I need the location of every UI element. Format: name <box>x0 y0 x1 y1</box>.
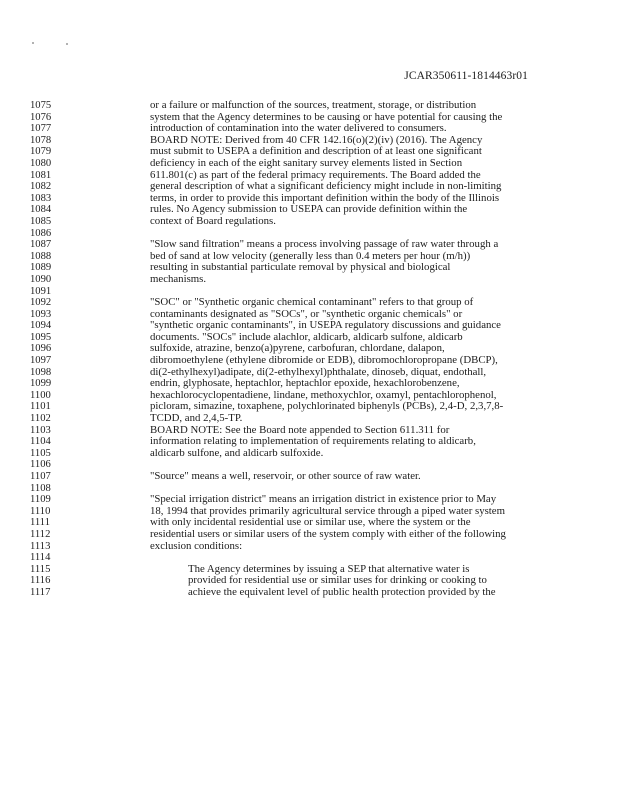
line-number: 1092 <box>30 297 52 309</box>
line-number: 1079 <box>30 146 52 158</box>
line-text: achieve the equivalent level of public health protection provided by the <box>188 585 496 598</box>
document-line <box>0 181 618 193</box>
line-text: exclusion conditions: <box>150 539 243 552</box>
line-text: general description of what a significant deficiency might include in non-limiting <box>150 180 502 193</box>
line-text: BOARD NOTE: See the Board note appended to Section 611.311 for <box>150 423 450 436</box>
line-number: 1113 <box>30 540 51 552</box>
document-line <box>0 448 618 460</box>
line-text: system that the Agency determines to be causing or have potential for causing the <box>150 110 503 123</box>
line-number: 1106 <box>30 459 51 471</box>
line-number: 1107 <box>30 471 51 482</box>
line-text: terms, in order to provide this important definition within the body of the Illinois <box>150 191 500 204</box>
line-text: information relating to implementation of requirements relating to aldicarb, <box>150 435 476 448</box>
line-number: 1109 <box>30 494 51 506</box>
line-text: with only incidental residential use or similar use, where the system or the <box>150 516 471 529</box>
line-number: 1115 <box>30 563 51 575</box>
line-number: 1098 <box>30 366 52 378</box>
line-text: sulfoxide, atrazine, benzo(a)pyrene, carbofuran, chlordane, dalapon, <box>150 342 445 355</box>
line-number: 1080 <box>30 157 52 169</box>
line-number: 1116 <box>30 575 51 587</box>
line-text: "Special irrigation district" means an irrigation district in existence prior to May <box>150 493 497 506</box>
line-number: 1075 <box>30 100 52 111</box>
document-line <box>0 297 618 309</box>
line-text: deficiency in each of the eight sanitary survey elements listed in Section <box>150 156 463 169</box>
line-text: "Source" means a well, reservoir, or other source of raw water. <box>150 470 421 482</box>
line-number: 1085 <box>30 215 52 227</box>
document-line <box>0 552 618 564</box>
line-text: hexachlorocyclopentadiene, lindane, methoxychlor, oxamyl, pentachlorophenol, <box>150 388 497 401</box>
line-number: 1076 <box>30 111 52 123</box>
line-number: 1112 <box>30 528 51 540</box>
scan-specks <box>30 40 70 46</box>
line-number: 1078 <box>30 134 52 146</box>
line-text: resulting in substantial particulate removal by physical and biological <box>150 261 451 274</box>
line-text: 18, 1994 that provides primarily agricultural service through a piped water system <box>150 504 506 517</box>
line-text: 611.801(c) as part of the federal primacy requirements. The Board added the <box>150 168 481 181</box>
line-number: 1082 <box>30 181 52 193</box>
scan-speck <box>66 43 68 45</box>
line-text: must submit to USEPA a definition and description of at least one significant <box>150 145 482 158</box>
document-line <box>0 204 618 216</box>
line-text: "Slow sand filtration" means a process involving passage of raw water through a <box>150 238 499 251</box>
line-text: provided for residential use or similar uses for drinking or cooking to <box>188 574 487 587</box>
line-text: residential users or similar users of the system comply with either of the following <box>150 527 506 540</box>
line-text: "SOC" or "Synthetic organic chemical contaminant" refers to that group of <box>150 296 474 309</box>
document-line <box>0 239 618 251</box>
line-number: 1090 <box>30 273 52 285</box>
line-text: BOARD NOTE: Derived from 40 CFR 142.16(o)(2)(iv) (2016). The Agency <box>150 133 483 146</box>
document-line <box>0 471 618 483</box>
line-text: dibromoethylene (ethylene dibromide or EDB), dibromochloropropane (DBCP), <box>150 354 498 367</box>
line-text: documents. "SOCs" include alachlor, aldicarb, aldicarb sulfone, aldicarb <box>150 330 463 343</box>
document-line <box>0 587 618 599</box>
line-number: 1083 <box>30 192 52 204</box>
document-line <box>0 355 618 367</box>
document-line <box>0 529 618 541</box>
line-number: 1094 <box>30 320 52 332</box>
scan-speck <box>32 42 34 44</box>
document-line <box>0 262 618 274</box>
line-number: 1087 <box>30 239 52 251</box>
document-line <box>0 274 618 286</box>
line-text: "synthetic organic contaminants", in USEPA regulatory discussions and guidance <box>150 319 501 332</box>
line-text: di(2-ethylhexyl)adipate, di(2-ethylhexyl)phthalate, dinoseb, diquat, endothall, <box>150 365 487 378</box>
line-number: 1096 <box>30 343 52 355</box>
line-number: 1089 <box>30 262 52 274</box>
line-number: 1093 <box>30 308 52 320</box>
line-number: 1091 <box>30 285 52 297</box>
line-number: 1088 <box>30 250 52 262</box>
line-text: endrin, glyphosate, heptachlor, heptachlor epoxide, hexachlorobenzene, <box>150 377 460 390</box>
line-text: contaminants designated as "SOCs", or "synthetic organic chemicals" or <box>150 307 463 320</box>
line-number: 1084 <box>30 204 52 216</box>
line-number: 1117 <box>30 586 51 598</box>
line-number: 1077 <box>30 123 52 135</box>
line-text: context of Board regulations. <box>150 214 276 227</box>
document-line <box>0 216 618 228</box>
line-number: 1104 <box>30 436 51 448</box>
line-number: 1086 <box>30 227 52 239</box>
line-number: 1081 <box>30 169 52 181</box>
document-line <box>0 100 618 112</box>
line-number: 1101 <box>30 401 51 413</box>
document-line <box>0 413 618 425</box>
line-number: 1110 <box>30 505 51 517</box>
line-number: 1099 <box>30 378 52 390</box>
line-number: 1111 <box>30 517 51 529</box>
line-number: 1102 <box>30 413 51 425</box>
document-line <box>0 158 618 170</box>
line-number: 1103 <box>30 424 51 436</box>
line-text: bed of sand at low velocity (generally less than 0.4 meters per hour (m/h)) <box>150 249 471 262</box>
line-text: aldicarb sulfone, and aldicarb sulfoxide. <box>150 446 324 459</box>
line-text: The Agency determines by issuing a SEP that alternative water is <box>188 562 470 575</box>
line-number: 1114 <box>30 552 51 564</box>
document-body <box>0 100 618 599</box>
document-line <box>0 401 618 413</box>
document-id: JCAR350611-1814463r01 <box>404 70 528 82</box>
line-number: 1105 <box>30 447 51 459</box>
document-line <box>0 541 618 553</box>
line-number: 1095 <box>30 331 52 343</box>
line-text: rules. No Agency submission to USEPA can provide definition within the <box>150 203 468 216</box>
line-text: TCDD, and 2,4,5-TP. <box>150 412 243 425</box>
line-text: introduction of contamination into the water delivered to consumers. <box>150 122 447 135</box>
line-number: 1108 <box>30 482 51 494</box>
line-text: or a failure or malfunction of the sources, treatment, storage, or distribution <box>150 99 477 111</box>
line-number: 1097 <box>30 355 52 367</box>
line-text: mechanisms. <box>150 272 207 285</box>
line-text: picloram, simazine, toxaphene, polychlorinated biphenyls (PCBs), 2,4-D, 2,3,7,8- <box>150 400 504 413</box>
line-number: 1100 <box>30 389 51 401</box>
